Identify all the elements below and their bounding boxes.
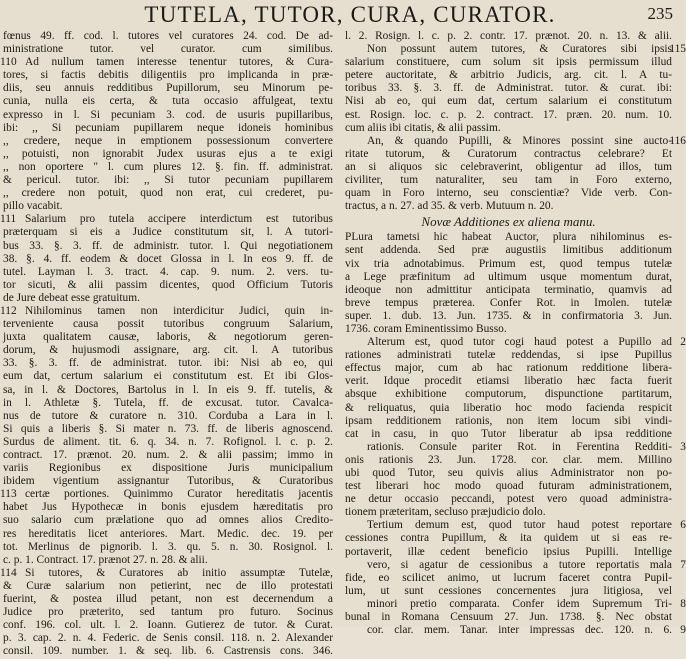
paragraph-number: 2 [680,336,686,349]
line-text: vero, si agatur de cessionibus a tutore reportatis mala [367,558,672,571]
text-line [3,410,333,423]
text-line [3,95,333,108]
text-line [0,488,333,501]
text-line [345,187,672,200]
paragraph-number: 112 [0,304,17,317]
text-line [345,43,686,56]
text-line [345,323,672,336]
line-text: tot. Merlinus de pignorib. l. 3. qu. 5. n. 30. Rosignol. l. [3,540,333,553]
text-line [345,558,686,572]
text-line [345,174,672,187]
text-line [345,82,672,95]
line-text: Si quis a liberis §. Si mater n. 73. ff. de liberis agnoscend. [3,422,333,435]
line-text: fuerint, & postea illud petant, non est decernendum a [3,593,333,606]
text-line [345,161,672,174]
line-text: pillo vacabit. [3,200,63,213]
text-line [3,593,333,606]
line-text: 38. §. 4. ff. eodem & docet Glossa in l. In eos 9. ff. de [3,252,333,265]
paragraph-number: 113 [0,488,17,501]
paragraph-number: 3 [680,440,686,453]
line-text: rationes administrati tutelæ reddendas, si ipse Pupillus [345,349,672,362]
line-text: cessiones contra Pupillum, & ita quidem ut si eas re- [345,532,672,545]
text-line [3,528,333,541]
text-line [345,349,672,362]
line-text: eum dat, certum salarium ei constitutum est. Et ibi Glos- [3,370,333,383]
line-text: de Jure debeat esse gratuitum. [3,291,140,304]
text-line [345,454,672,467]
line-text: tutel. Layman l. 3. tract. 4. cap. 9. num. 2. vers. tu- [3,265,333,278]
text-line [3,384,333,397]
line-text: Nihilominus tamen non interdicitur Judici, quin in- [25,304,333,317]
text-line [3,541,333,554]
text-line [345,244,672,257]
text-line [3,475,333,488]
text-line [3,436,333,449]
text-line [345,336,686,349]
text-line [3,266,333,279]
line-text: suo salario cum prælatione quo ad omnes alios Credito- [3,514,333,527]
line-text: 33. §. 3. ff. de administrat. tutor. ibi: Nisi ab eo, qui [3,357,333,370]
text-line [3,187,333,200]
line-text: habet Jus Hypothecæ in bonis ejusdem hæreditatis pro [3,501,333,514]
text-line [3,253,333,266]
text-line [3,135,333,148]
paragraph-number: 7 [680,558,686,571]
line-text: minori pretio comparata. Confer idem Supremum Tri- [367,597,672,610]
paragraph-number: 8 [680,597,686,610]
text-line [345,480,672,493]
line-text: cum aliis ibi citatis, & alii passim. [345,121,501,134]
line-text: & Curæ salarium non petierint, nec de illo protestati [3,579,333,592]
line-text: Ad nullum tamen interesse tenentur tutores, & Cura- [25,56,333,69]
line-text: PLura tametsi hic habeat Auctor, plura nihilominus es- [345,231,672,244]
text-line [345,258,672,271]
section-subheading: Novæ Additiones ex aliena manu. [421,214,596,230]
text-line [0,213,333,226]
line-text: est. Rosign. loc. c. p. 2. contract. 17. præn. 20. num. 10. [345,108,672,121]
line-text: a Lege præfinitum ad ultimum usque momentum durat, [345,270,672,283]
line-text: ministratione tutor. vel curator. cum similibus. [3,43,333,56]
text-line [3,69,333,82]
line-text: ,, non oportere " l. cum plures 12. §. fin. ff. administrat. [3,160,333,173]
text-line [345,467,672,480]
line-text: civiliter, tum naturaliter, seu tam in Foro externo, [345,174,672,187]
line-text: variis Regionibus ex dispositione Juris municipalium [3,462,333,475]
line-text: terveniente causa possit tutoribus congruum Salarium, [3,318,333,331]
text-line [345,375,672,388]
line-text: certæ portiones. Quinimmo Curator hereditatis jacentis [25,488,333,501]
text-line [345,134,686,148]
text-line [345,69,672,82]
line-text: sa, in l. & Doctores, Bartolus in l. In eis 9. ff. tutelis, & [3,383,333,396]
paragraph-number: 6 [680,519,686,532]
left-column [0,30,333,659]
line-text: ,, potuisti, non ignorabit Judex usuras ejus a te exigi [3,147,333,160]
line-text: rationis. Consule pariter Rot. in Ferentina Redditi- [367,440,672,453]
line-text: Judice pro præterito, sed tantum pro futuro. Socinus [3,606,333,619]
line-text: effectus major, cum ab hac rationum redditione libera- [345,362,672,375]
line-text: test liberari hoc modo quoad futuram administrationem, [345,480,672,493]
text-line [345,440,686,454]
text-line [3,279,333,292]
text-line [3,423,333,436]
line-text: lum, ut sunt cessiones concernentes jura litigiosa, vel [345,584,672,597]
line-text: Tertium demum est, quod tutor haud potest reportare [367,519,672,532]
text-line [3,161,333,174]
line-text: 1736. coram Eminentissimo Busso. [345,322,507,335]
page-number: 235 [647,4,673,23]
text-line [345,122,672,135]
line-text: onis rationis 23. Jun. 1728. cor. clar. mem. Millino [345,453,672,466]
text-line [0,566,333,580]
line-text: salarium constituere, cum solum sit ipsis permissum illud [345,56,672,69]
text-line [3,240,333,253]
text-line [3,122,333,135]
line-text: An, & quando Pupilli, & Minores possint sine aucto- [367,134,672,147]
line-text: l. 2. Rosign. l. c. p. 2. contr. 17. prænot. 20. n. 13. & alii. [345,30,672,42]
line-text: in l. Athletæ §. Tutela, ff. de excusat. tutor. Cavalca- [3,396,333,409]
text-line [3,554,333,567]
line-text: super. 1. dub. 13. Jun. 1735. & in confirmatoria 3. Jun. [345,309,672,322]
text-line [345,611,672,624]
text-line [345,402,672,415]
text-line [0,56,333,69]
line-text: breve tempus præterea. Confer Rot. in Imolen. tutelæ [345,296,672,309]
line-text: an si aliquos sic celebraverint, obligentur ad illos, tum [345,160,672,173]
line-text: Alterum est, quod tutor cogi haud potest a Pupillo ad [367,336,672,349]
line-text: conf. 196. col. ult. l. 2. Ioann. Gutierez de tutor. & Curat. [3,619,333,632]
line-text: tractus, a n. 27. ad 35. & verb. Mutuum n. 20. [345,200,554,213]
line-text: portaverit, illæ cedent beneficio ipsius Pupilli. Intellige [345,545,672,558]
line-text: ibidem vigentium assignantur Tutoribus, & Curatoribus [3,475,333,488]
line-text: Nisi ab eo, qui eum dat, certum salarium ei constitutum [345,95,672,108]
text-line [3,318,333,331]
paragraph-number: 9 [680,624,686,637]
line-text: & reliquatus, quia liberatio hoc modo facienda respicit [345,401,672,414]
line-text: fide, eo scilicet animo, ut lucrum faceret contra Pupil- [345,571,672,584]
text-line [3,397,333,410]
text-line [3,82,333,95]
line-text: cat in casu, in quo Tutor liberatur ab ipsa redditione [345,427,672,440]
text-line [3,174,333,187]
text-line [345,30,672,43]
paragraph-number: 116 [669,134,686,147]
text-line [3,645,333,658]
text-line [3,30,333,43]
text-line [345,231,672,244]
paragraph-number: 111 [0,213,17,226]
text-line [3,632,333,645]
line-text: bunal in Romana Censuum 27. Jun. 1738. §. Nec obstat [345,611,672,624]
line-text: Si tutores, & Curatores ab initio assumptæ Tutelæ, [25,566,333,579]
line-text: dorum, & hujusmodi assignare, arg. cit. l. A tutoribus [3,344,333,357]
line-text: & pericul. tutor. ibi: ,, Si tutor pecuniam pupillarem [3,174,333,187]
running-title: TUTELA, TUTOR, CURA, CURATOR. [144,2,556,27]
page-header [0,2,685,28]
text-line [0,304,333,318]
line-text: diis, seu annuis redditibus Pupillorum, seu Minorum pe- [3,82,333,95]
text-line [345,362,672,375]
text-line [345,585,672,598]
line-text: præterquam si eis a Judice constitutum sit, l. A tutori- [3,226,333,239]
text-line [345,56,672,69]
text-line [3,501,333,514]
line-text: ,, credere non potuit, quod non erat, cui crederet, pu- [3,187,333,200]
line-text: absque exhibitione computorum, dispunctione partitarum, [345,388,672,401]
text-line [3,43,333,56]
line-text: sent addenda. Sed præ augustiis limitibus additionum [345,244,672,257]
text-line [345,415,672,428]
line-text: Non possunt autem tutores, & Curatores sibi ipsis [367,43,672,56]
text-line [3,514,333,527]
line-text: contract. 17. prænot. 20. num. 2. & alii passim; immo in [3,449,333,461]
line-text: tores, si factis debitis diligentiis pro implicanda in præ- [3,69,333,82]
text-line [3,580,333,593]
line-text: tor sicuti, & alii passim dicentes, quod Officium Tutoris [3,278,333,291]
text-line [345,519,686,532]
text-line [345,532,672,545]
text-line [345,597,686,611]
text-line [345,493,672,506]
text-line [345,297,672,310]
text-line [3,148,333,161]
text-line [3,449,333,462]
line-text: petere auctoritate, & arbitrio Judicis, arg. cit. l. A tu- [345,69,672,82]
line-text: cunia, nulla eis certa, & tuta occasio affulgeat, textu [3,95,333,108]
line-text: Surdus de aliment. tit. 6. q. 34. n. 7. Rofignol. l. c. p. 2. [3,435,333,448]
line-text: Salarium pro tutela accipere interdictum est tutoribus [25,213,333,226]
paragraph-number: 115 [669,43,686,56]
paragraph-number: 110 [0,56,17,69]
text-line [3,226,333,239]
line-text: verit. Idque procedit etiamsi liberatio hæc facta fuerit [345,375,672,388]
text-line [345,388,672,401]
text-line [345,95,672,108]
text-line [3,109,333,122]
text-line [3,370,333,383]
line-text: tionem præteritam, secluso præjudicio dolo. [345,506,546,519]
line-text: ibi: ,, Si pecuniam pupillarem neque idoneis hominibus [3,121,333,134]
text-line [345,546,672,559]
text-line [345,148,672,161]
text-line [345,572,672,585]
text-line [345,200,672,213]
text-line [3,357,333,370]
line-text: ritate tutorum, & Curatorum contractus celebrare? Et [345,147,672,160]
line-text: quam in Foro interno, seu conscientiæ? Vide verb. Con- [345,187,672,200]
text-line [345,506,672,519]
line-text: ipsam redditionem rationis, non item locum sibi vindi- [345,414,672,427]
text-line [345,284,672,297]
text-line [345,428,672,441]
line-text: res hereditatis licet anteriores. Mart. Medic. dec. 19. per [3,527,333,540]
line-text: ubi quod Tutor, seu quivis alius Administrator non po- [345,467,672,479]
line-text: expresso in l. Si pecuniam 3. cod. de usuris pupillaribus, [3,108,333,121]
text-line [3,344,333,357]
text-line [345,271,672,284]
text-line [345,310,672,323]
right-column [345,30,686,637]
text-line [3,331,333,344]
text-line [3,200,333,213]
line-text: cor. clar. mem. Tanar. inter impressas dec. 120. n. 6. [367,624,672,637]
text-line [345,109,672,122]
line-text: consil. 109. number. 1. & seq. lib. 6. Castrensis cons. 346. [3,645,333,658]
line-text: juxta qualitatem causæ, laboris, & negotiorum geren- [3,331,333,344]
text-line [3,619,333,632]
text-line [345,624,686,637]
line-text: nus de tutore & curatore n. 310. Corduba a Lara in l. [3,409,333,422]
line-text: c. p. 1. Contract. 17. prænot 27. n. 28. & alii. [3,553,208,566]
text-line [3,462,333,475]
text-line [3,292,333,305]
text-line [3,606,333,619]
line-text: vix tria adnotabimus. Primum est, quod tempus tutelæ [345,257,672,270]
line-text: bus 33. §. 3. ff. de administr. tutor. l. Qui negotiationem [3,239,333,252]
line-text: ne detur occasio peccandi, potest vero quoad administra- [345,493,672,506]
line-text: ,, credere, neque in emptionem possessionum convertere [3,134,333,147]
line-text: fœnus 49. ff. cod. l. tutores vel curatores 24. cod. De ad- [3,30,333,42]
paragraph-number: 114 [0,566,17,579]
line-text: p. 3. cap. 2. n. 4. Federic. de Senis consil. 118. n. 2. Alexander [3,632,333,645]
line-text: toribus 33. §. 3. ff. de Administrat. tutor. & curat. ibi: [345,82,672,95]
line-text: ideoque non admittitur anticipata terminatio, quamvis ad [345,283,672,296]
